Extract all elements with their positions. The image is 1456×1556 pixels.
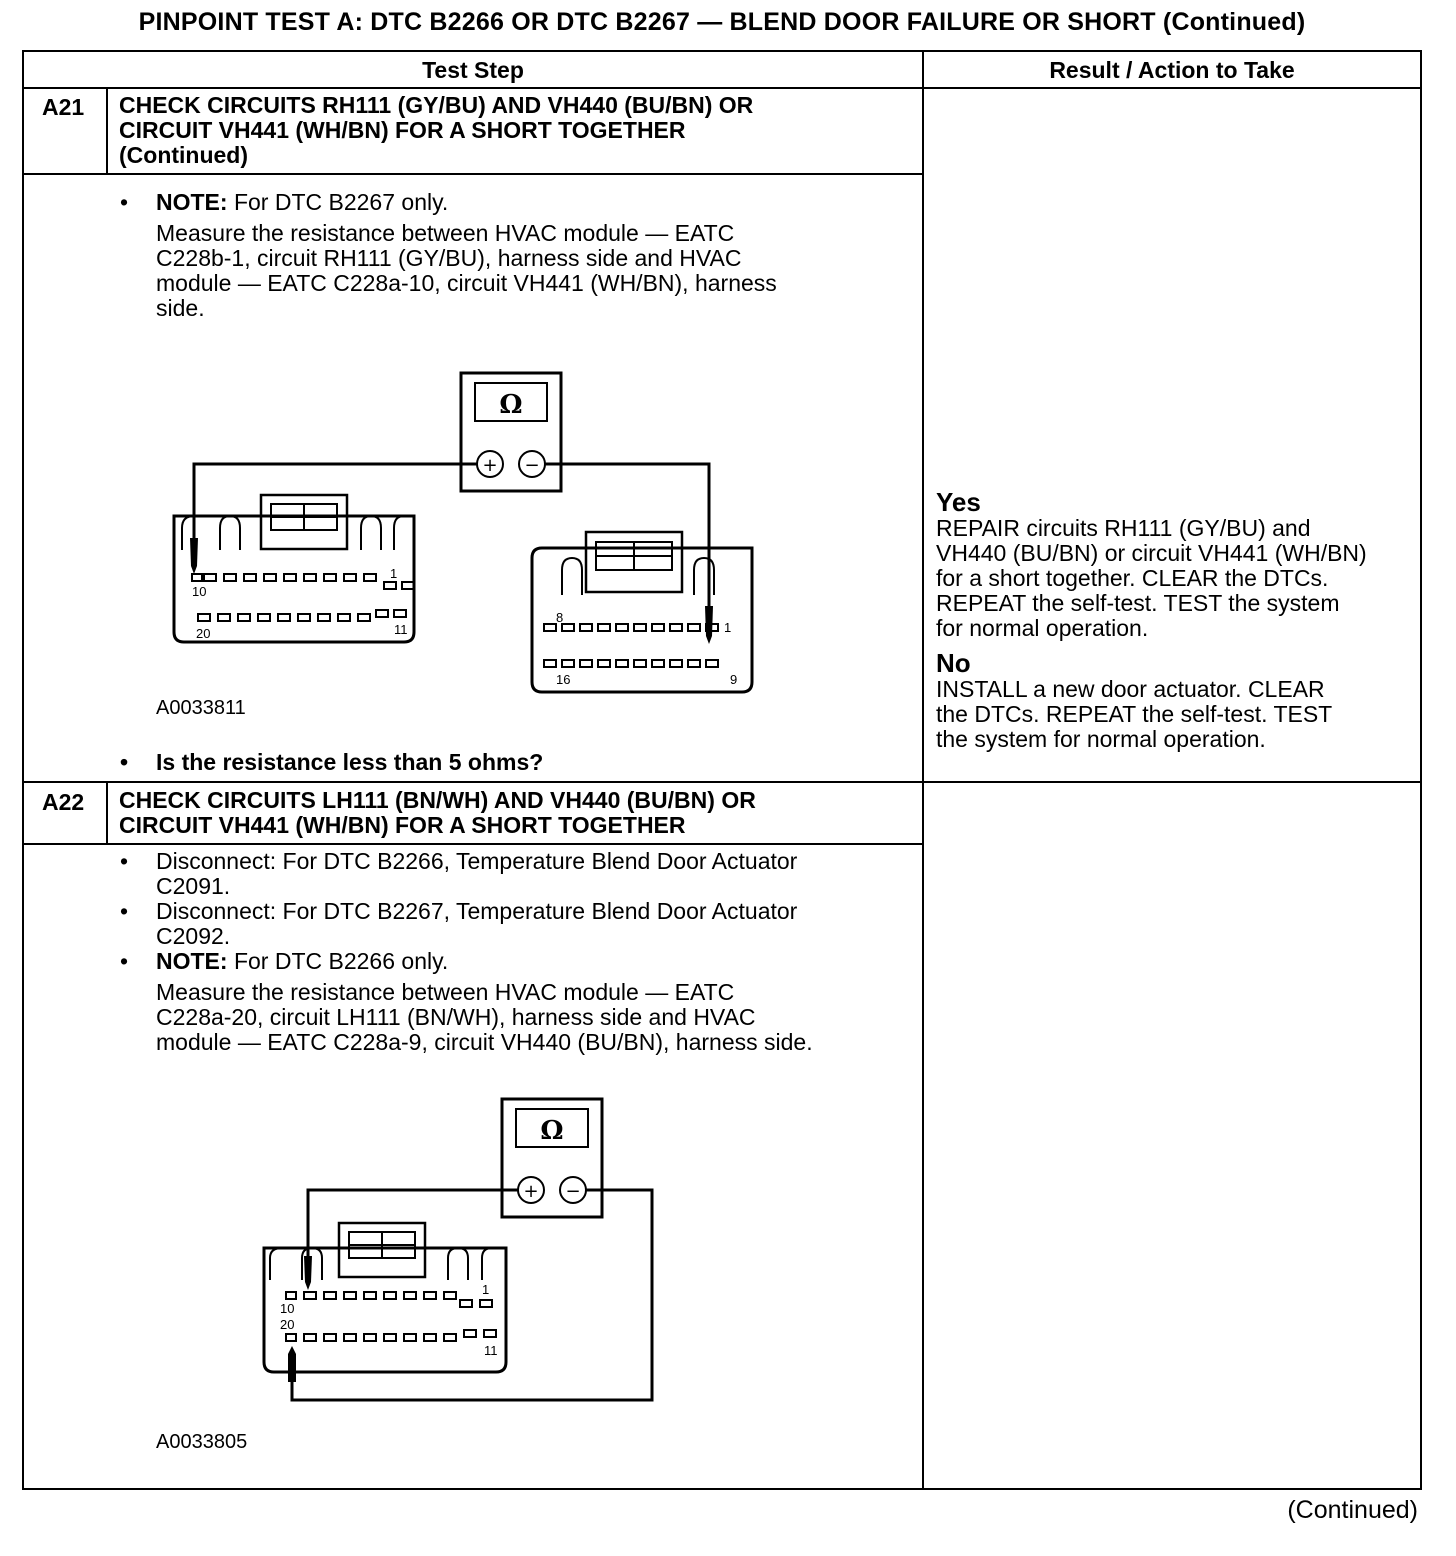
a22-item-3 — [120, 948, 916, 1055]
a21-note-item — [120, 189, 916, 321]
connector-c228a — [264, 1248, 506, 1372]
step-divider — [24, 781, 1420, 783]
minus-sign: − — [565, 1181, 581, 1202]
instruction-line: Disconnect: For DTC B2267, Temperature Blend Door Actuator — [156, 898, 798, 924]
bullet: • — [120, 189, 129, 215]
result-line: for normal operation. — [936, 615, 1149, 641]
pin-label: 9 — [730, 672, 738, 687]
note-label: NOTE: — [156, 189, 228, 215]
pin-label: 1 — [724, 620, 732, 635]
step-title-line: CIRCUIT VH441 (WH/BN) FOR A SHORT TOGETHER — [119, 812, 686, 838]
bullet: • — [120, 948, 129, 974]
a22-title-divider — [24, 843, 922, 845]
probe-tip-left — [190, 538, 198, 574]
step-title-line: CHECK CIRCUITS RH111 (GY/BU) AND VH440 (BU/BN) OR — [119, 92, 754, 118]
probe-lead-negative — [292, 1190, 652, 1400]
a21-ohmmeter-diagram — [164, 370, 754, 700]
instruction-line: C228a-20, circuit LH111 (BN/WH), harness side and HVAC — [156, 1004, 756, 1030]
a22-item-1 — [120, 848, 916, 899]
connector-c228a — [174, 516, 414, 642]
step-title-line: CIRCUIT VH441 (WH/BN) FOR A SHORT TOGETHER — [119, 117, 686, 143]
pin-label: 10 — [280, 1301, 295, 1316]
instruction-line: Measure the resistance between HVAC module — EATC — [156, 979, 735, 1005]
step-title-a22 — [119, 788, 756, 838]
step-title-line: CHECK CIRCUITS LH111 (BN/WH) AND VH440 (BU/BN) OR — [119, 787, 756, 813]
column-divider — [922, 52, 924, 1488]
instruction-line: C2091. — [156, 873, 231, 899]
pinpoint-test-table — [22, 50, 1422, 1490]
figure-id: A0033811 — [156, 697, 246, 719]
a22-item-2 — [120, 898, 916, 949]
pin-label: 20 — [196, 626, 211, 641]
note-text: For DTC B2267 only. — [233, 189, 449, 215]
ohm-symbol: Ω — [499, 390, 523, 420]
probe-tip-bottom — [288, 1346, 296, 1382]
pin-label: 16 — [556, 672, 571, 687]
result-line: INSTALL a new door actuator. CLEAR — [936, 676, 1325, 702]
bullet: • — [120, 898, 129, 924]
header-test-step: Test Step — [422, 57, 524, 83]
result-line: for a short together. CLEAR the DTCs. — [936, 565, 1329, 591]
result-no-label: No — [936, 648, 971, 678]
step-id-a22: A22 — [42, 789, 85, 815]
figure-id: A0033805 — [156, 1431, 248, 1453]
ohm-symbol: Ω — [540, 1116, 564, 1146]
bullet: • — [120, 848, 129, 874]
pin-label: 1 — [482, 1282, 490, 1297]
a21-question — [120, 749, 916, 775]
instruction-line: Measure the resistance between HVAC module — EATC — [156, 220, 735, 246]
instruction-line: module — EATC C228a-9, circuit VH440 (BU/BN), harness side. — [156, 1029, 813, 1055]
a22-ohmmeter-diagram — [258, 1096, 668, 1416]
probe-lead-positive — [194, 464, 477, 538]
probe-tip-top — [304, 1256, 312, 1290]
plus-sign: + — [482, 455, 498, 476]
result-line: the DTCs. REPEAT the self-test. TEST — [936, 701, 1333, 727]
a21-title-divider — [24, 173, 922, 175]
note-label: NOTE: — [156, 948, 228, 974]
pin-label: 20 — [280, 1317, 295, 1332]
instruction-line: C2092. — [156, 923, 231, 949]
pin-label: 10 — [192, 584, 207, 599]
probe-lead-negative — [545, 464, 709, 606]
note-text: For DTC B2266 only. — [233, 948, 449, 974]
step-id-divider-a21 — [106, 88, 108, 174]
pin-label: 11 — [394, 622, 408, 637]
instruction-line: Disconnect: For DTC B2266, Temperature Blend Door Actuator — [156, 848, 798, 874]
step-id-divider-a22 — [106, 782, 108, 844]
minus-sign: − — [524, 455, 540, 476]
bullet: • — [120, 749, 129, 775]
result-line: the system for normal operation. — [936, 726, 1266, 752]
instruction-line: module — EATC C228a-10, circuit VH441 (WH/BN), harness — [156, 270, 777, 296]
instruction-line: side. — [156, 295, 205, 321]
step-title-a21 — [119, 93, 753, 168]
a21-result — [936, 488, 1416, 752]
result-line: REPAIR circuits RH111 (GY/BU) and — [936, 515, 1311, 541]
result-yes-label: Yes — [936, 487, 981, 517]
step-id-a21: A21 — [42, 94, 85, 120]
pin-label: 11 — [484, 1343, 498, 1358]
result-line: REPEAT the self-test. TEST the system — [936, 590, 1340, 616]
instruction-line: C228b-1, circuit RH111 (GY/BU), harness side and HVAC — [156, 245, 742, 271]
result-line: VH440 (BU/BN) or circuit VH441 (WH/BN) — [936, 540, 1367, 566]
plus-sign: + — [523, 1181, 539, 1202]
question-text: Is the resistance less than 5 ohms? — [156, 749, 544, 775]
page-title: PINPOINT TEST A: DTC B2266 OR DTC B2267 — BLEND DOOR FAILURE OR SHORT (Continued) — [138, 8, 1306, 36]
pin-label: 8 — [556, 610, 564, 625]
pin-label: 1 — [390, 566, 398, 581]
continued-footer: (Continued) — [1287, 1496, 1418, 1524]
step-title-line: (Continued) — [119, 142, 249, 168]
header-result-action: Result / Action to Take — [1049, 57, 1295, 83]
